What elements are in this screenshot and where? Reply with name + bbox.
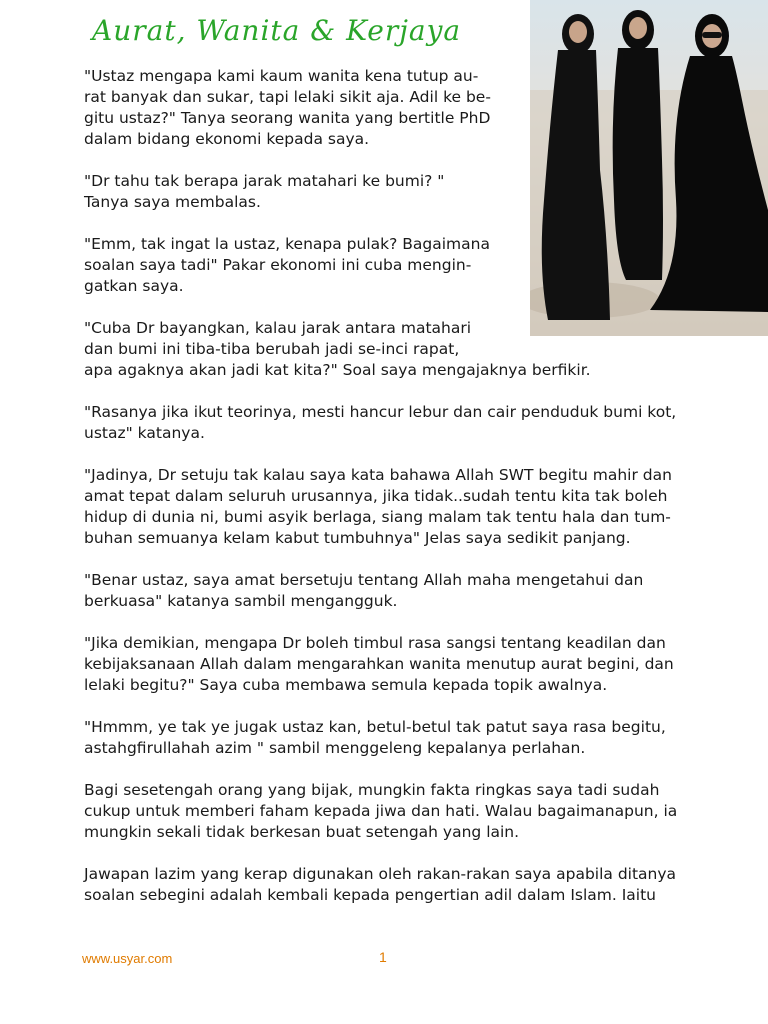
paragraph-line: "Emm, tak ingat la ustaz, kenapa pulak? Bagaimana [84,235,490,253]
paragraph-line: soalan saya tadi" Pakar ekonomi ini cuba mengin- [84,256,472,274]
paragraph-line: kebijaksanaan Allah dalam mengarahkan wanita menutup aurat begini, dan [84,655,674,673]
paragraph-line: Jawapan lazim yang kerap digunakan oleh rakan-rakan saya apabila ditanya [84,865,677,883]
paragraph-line: buhan semuanya kelam kabut tumbuhnya" Jelas saya sedikit panjang. [84,529,631,547]
paragraph-line: berkuasa" katanya sambil mengangguk. [84,592,398,610]
paragraph-line: Tanya saya membalas. [84,193,261,211]
paragraph [84,465,672,549]
page-title: Aurat, Wanita & Kerjaya [92,14,462,47]
paragraph-line: rat banyak dan sukar, tapi lelaki sikit aja. Adil ke be- [84,88,491,106]
paragraph-line: "Jadinya, Dr setuju tak kalau saya kata bahawa Allah SWT begitu mahir dan [84,466,672,484]
paragraph [84,717,666,759]
paragraph-line: ustaz" katanya. [84,424,205,442]
women-in-abaya-photo [530,0,768,336]
paragraph-line: "Benar ustaz, saya amat bersetuju tentang Allah maha mengetahui dan [84,571,644,589]
paragraph-line: "Ustaz mengapa kami kaum wanita kena tutup au- [84,67,479,85]
paragraph [84,780,677,843]
paragraph-line: "Cuba Dr bayangkan, kalau jarak antara matahari [84,319,472,337]
paragraph-line: "Rasanya jika ikut teorinya, mesti hancur lebur dan cair penduduk bumi kot, [84,403,677,421]
paragraph-line: soalan sebegini adalah kembali kepada pengertian adil dalam Islam. Iaitu [84,886,656,904]
paragraph [84,66,491,150]
paragraph-line: amat tepat dalam seluruh urusannya, jika tidak..sudah tentu kita tak boleh [84,487,668,505]
paragraph-line: "Jika demikian, mengapa Dr boleh timbul rasa sangsi tentang keadilan dan [84,634,666,652]
paragraph-line: apa agaknya akan jadi kat kita?" Soal saya mengajaknya berfikir. [84,361,591,379]
paragraph-line: dan bumi ini tiba-tiba berubah jadi se-inci rapat, [84,340,460,358]
paragraph-line: dalam bidang ekonomi kepada saya. [84,130,370,148]
paragraph [84,570,643,612]
paragraph-line: gatkan saya. [84,277,184,295]
paragraph [84,234,490,297]
page-number: 1 [379,949,387,965]
paragraph-line: "Dr tahu tak berapa jarak matahari ke bumi? " [84,172,445,190]
paragraph [84,633,674,696]
paragraph-line: lelaki begitu?" Saya cuba membawa semula kepada topik awalnya. [84,676,608,694]
paragraph [84,864,676,906]
paragraph [84,402,676,444]
paragraph [84,171,444,213]
paragraph-line: astahgfirullahah azim " sambil menggeleng kepalanya perlahan. [84,739,586,757]
paragraph-line: hidup di dunia ni, bumi asyik berlaga, siang malam tak tentu hala dan tum- [84,508,671,526]
paragraph-line: mungkin sekali tidak berkesan buat setengah yang lain. [84,823,520,841]
paragraph-line: gitu ustaz?" Tanya seorang wanita yang bertitle PhD [84,109,491,127]
paragraph-line: "Hmmm, ye tak ye jugak ustaz kan, betul-betul tak patut saya rasa begitu, [84,718,666,736]
footer-website-link[interactable]: www.usyar.com [82,951,173,966]
paragraph-line: Bagi sesetengah orang yang bijak, mungkin fakta ringkas saya tadi sudah [84,781,660,799]
paragraph-line: cukup untuk memberi faham kepada jiwa dan hati. Walau bagaimanapun, ia [84,802,678,820]
paragraph [84,318,591,381]
